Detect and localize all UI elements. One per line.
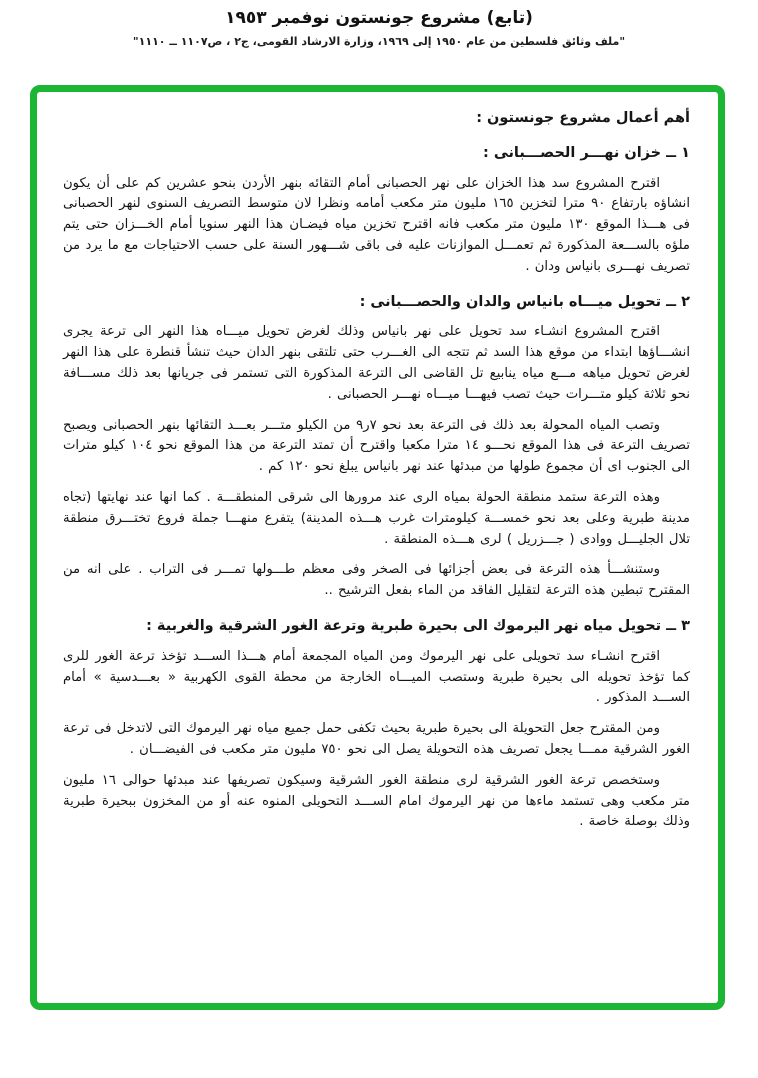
paragraph: اقترح المشروع سد هذا الخزان على نهر الحصبانى أمام التقائه بنهر الأردن بنحو عشرين كم على أن يكون انشاؤه بارتفاع ٩٠ مترا لتخزين ١٦٥ مليون متر مكعب أمامه ونظرا لان متوسط التصريف السنوى لنهر الحصبانى فى هـــذا الموقع ١٣٠ مليون متر مكعب فانه اقترح تخزين مياه فيضـان هذا النهر سنويا أمام الخـــزان حتى يتم ملؤه بالســـعة المذكورة ثم تعمـــل الموازنات عليه فى باقى شـــهور السنة على حسب الاحتياجات مع ما يرد من تصريف نهـــرى بانياس ودان . [63,175,690,274]
section-heading-2: ٢ ــ تحويل ميـــاه بانياس والدان والحصـــبانى : [359,293,690,310]
source-citation: "ملف وثائق فلسطين من عام ١٩٥٠ إلى ١٩٦٩، وزارة الارشاد القومى، ج٢ ، ص١١٠٧ ــ ١١١٠" [132,35,626,48]
document-body [37,92,718,851]
paragraph: اقترح المشروع انشـاء سد تحويل على نهر بانياس وذلك لغرض تحويل ميـــاه هذا النهر الى ترعة يجرى انشـــاؤها ابتداء من موقع هذا السد ثم تتجه الى الغـــرب حتى تلتقى بنهر الدان حيث تنشأ قنطرة على هذا النهر لغرض تحويل مياهه مـــع مياه ينابيع تل القاضى الى الترعة المذكورة التى تستمر فى جريانها بعد ذلك مســـافة نحو ثلاثة كيلو متـــرات حيث تصب فيهـــا ميـــاه نهـــر الحصبانى . [63,324,690,402]
main-heading: أهم أعمال مشروع جونستون : [476,110,690,126]
paragraph: وهذه الترعة ستمد منطقة الحولة بمياه الرى عند مرورها الى شرقى المنطقـــة . كما انها عند نهايتها (تجاه مدينة طبرية وعلى بعد نحو خمســـة كيلومترات غرب هـــذه المدينة) يتفرع منهـــا جملة فروع تختـــرق منطقة تلال الجليـــل ووادى ( جـــزريل ) لرى هـــذه المنطقة . [63,489,690,547]
paragraph: وستنشـــأ هذه الترعة فى بعض أجزائها فى الصخر وفى معظم طـــولها تمـــر فى التراب . على انه من المقترح تبطين هذه الترعة لتقليل الفاقد من الماء بفعل الترشيح .. [63,562,690,599]
paragraph: ومن المقترح جعل التحويلة الى بحيرة طبرية بحيث تكفى حمل جميع مياه نهر اليرموك التى لاتدخل فى ترعة الغور الشرقية ممـــا يجعل تصريف هذه التحويلة يصل الى نحو ٧٥٠ مليون متر مكعب فى الفيضـــان . [63,721,690,757]
paragraph: اقترح انشـاء سد تحويلى على نهر اليرموك ومن المياه المجمعة أمام هـــذا الســـد تؤخذ ترعة الغور للرى كما تؤخذ تحويله الى بحيرة طبرية وستصب الميـــاه الخارجة من محطة القوى الكهربية « بعـــدسية » أمام الســـد المذكور . [63,648,690,706]
paragraph: وتصب المياه المحولة بعد ذلك فى الترعة بعد نحو ٧ر٩ من الكيلو متـــر بعـــد التقائها بنهر الحصبانى ويصبح تصريف الترعة فى هذا الموقع نحـــو ١٤ مترا مكعبا واقترح أن تمتد الترعة من هذا الموقع نحو ١٠٤ كيلو مترات الى الجنوب اى أن مجموع طولها من مبدئها عند نهر بانياس يبلغ نحو ١٢٠ كم . [63,417,690,475]
paragraph: وستخصص ترعة الغور الشرقية لرى منطقة الغور الشرقية وسيكون تصريفها عند مبدئها حوالى ١٦ مليون متر مكعب وهى تستمد ماءها من نهر اليرموك امام الســـد التحويلى المنوه عنه أو من المخزون ببحيرة طبرية وذلك بوصلة خاصة . [63,772,690,830]
document-frame [30,85,725,1010]
page-header [0,8,758,48]
section-heading-3: ٣ ــ تحويل مياه نهر اليرموك الى بحيرة طبرية وترعة الغور الشرقية والغربية : [146,617,690,634]
page-title: (تابع) مشروع جونستون نوفمبر ١٩٥٣ [225,8,533,28]
section-heading-1: ١ ــ خزان نهـــر الحصـــبانى : [482,144,690,161]
